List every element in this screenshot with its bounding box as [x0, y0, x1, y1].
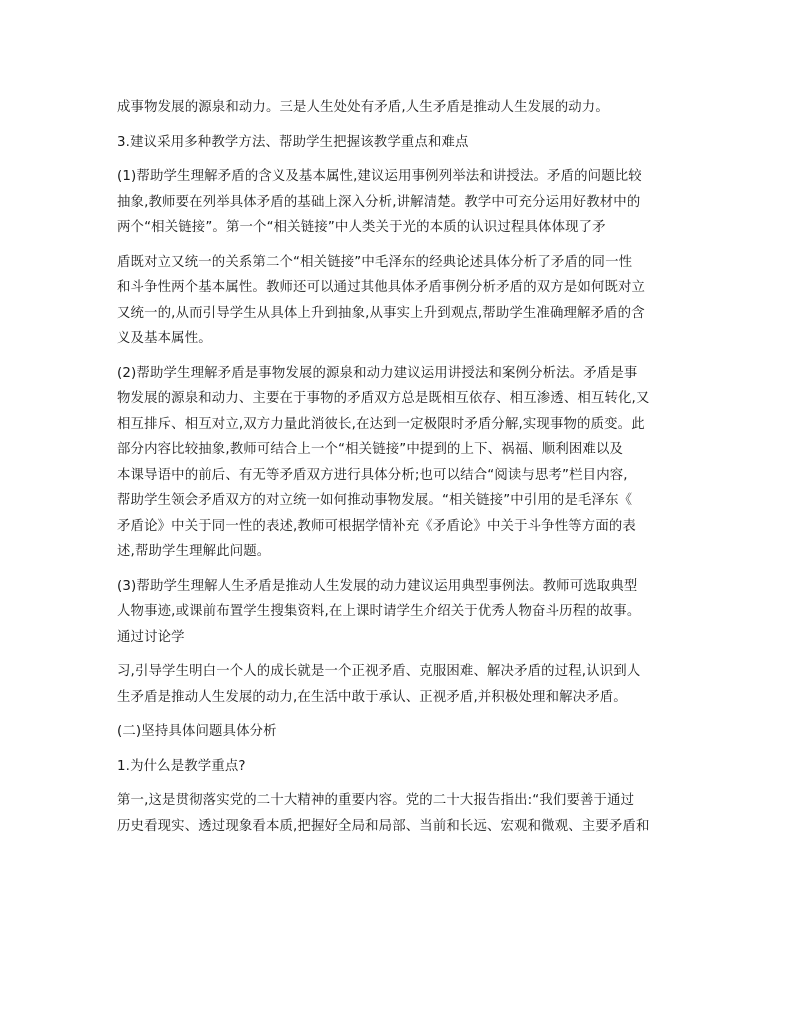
text-line: 通过讨论学 [117, 629, 185, 645]
text-line: 述,帮助学生理解此问题。 [117, 544, 271, 559]
text-line: 义及基本属性。 [117, 331, 212, 346]
text-line: 部分内容比较抽象,教师可结合上一个“相关链接”中提到的上下、祸福、顺利困难以及 [117, 442, 624, 457]
text-line: 第一,这是贯彻落实党的二十大精神的重要内容。党的二十大报告指出:“我们要善于通过 [117, 793, 635, 808]
paragraph-intro-continued [117, 95, 682, 121]
text-line: 生矛盾是推动人生发展的动力,在生活中敢于承认、正视矛盾,并积极处理和解决矛盾。 [117, 689, 627, 705]
heading-teaching-methods [117, 130, 682, 156]
text-line: 3.建议采用多种教学方法、帮助学生把握该教学重点和难点 [117, 134, 469, 150]
text-line: 物发展的源泉和动力、主要在于事物的矛盾双方总是既相互依存、相互渗透、相互转化,又 [117, 391, 650, 406]
text-line: 本课导语中的前后、有无等矛盾双方进行具体分析;也可以结合“阅读与思考”栏目内容, [117, 467, 628, 483]
heading-why-key-point [117, 754, 682, 780]
text-line: (二)坚持具体问题具体分析 [117, 724, 277, 739]
text-line: 和斗争性两个基本属性。教师还可以通过其他具体矛盾事例分析矛盾的双方是如何既对立 [117, 280, 646, 295]
text-line: 习,引导学生明白一个人的成长就是一个正视矛盾、克服困难、解决矛盾的过程,认识到人 [117, 664, 641, 679]
text-line: 相互排斥、相互对立,双方力量此消彼长,在达到一定极限时矛盾分解,实现事物的质变。此 [117, 416, 645, 432]
paragraph-point-3-continued [117, 659, 682, 710]
text-line: 矛盾论》中关于同一性的表述,教师可根据学情补充《矛盾论》中关于斗争性等方面的表 [117, 518, 636, 534]
text-line: 人物事迹,或课前布置学生搜集资料,在上课时请学生介绍关于优秀人物奋斗历程的故事。 [117, 604, 641, 619]
text-line: 成事物发展的源泉和动力。三是人生处处有矛盾,人生矛盾是推动人生发展的动力。 [117, 100, 609, 115]
text-line: 历史看现实、透过现象看本质,把握好全局和局部、当前和长远、宏观和微观、主要矛盾和 [117, 818, 650, 834]
paragraph-point-1-continued [117, 250, 682, 352]
text-line: (3)帮助学生理解人生矛盾是推动人生发展的动力建议运用典型事例法。教师可选取典型 [117, 578, 638, 594]
text-line: 两个“相关链接”。第一个“相关链接”中人类关于光的本质的认识过程具体体现了矛 [117, 220, 606, 235]
heading-section-two [117, 719, 682, 745]
paragraph-reason-one [117, 788, 682, 839]
text-line: 帮助学生领会矛盾双方的对立统一如何推动事物发展。“相关链接”中引用的是毛泽东《 [117, 493, 633, 508]
text-line: 盾既对立又统一的关系第二个“相关链接”中毛泽东的经典论述具体分析了矛盾的同一性 [117, 254, 633, 270]
paragraph-point-2 [117, 361, 682, 565]
text-line: 1.为什么是教学重点? [117, 758, 246, 774]
text-line: 抽象,教师要在列举具体矛盾的基础上深入分析,讲解清楚。教学中可充分运用好教材中的 [117, 194, 641, 210]
text-line: (2)帮助学生理解矛盾是事物发展的源泉和动力建议运用讲授法和案例分析法。矛盾是事 [117, 365, 638, 381]
paragraph-point-3 [117, 574, 682, 651]
paragraph-point-1 [117, 164, 682, 241]
text-line: 又统一的,从而引导学生从具体上升到抽象,从事实上升到观点,帮助学生准确理解矛盾的含 [117, 305, 645, 321]
document-body [117, 95, 682, 848]
text-line: (1)帮助学生理解矛盾的含义及基本属性,建议运用事例列举法和讲授法。矛盾的问题比较 [117, 169, 642, 184]
